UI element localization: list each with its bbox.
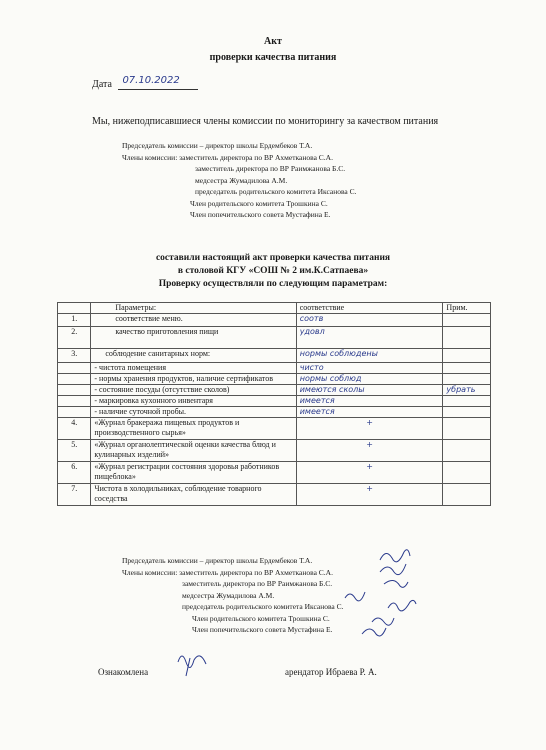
table-row: 5. «Журнал органолептической оценки качества блюд и кулинарных изделий» + bbox=[58, 440, 491, 462]
handwritten-value: удовл bbox=[299, 327, 325, 336]
signature-mark bbox=[388, 600, 416, 611]
member-line: Член родительского комитета Трошкина С. bbox=[192, 613, 330, 623]
signature-mark bbox=[372, 618, 394, 625]
handwritten-value: нормы соблюд bbox=[299, 374, 362, 383]
compose-line-1: составили настоящий акт проверки качества питания bbox=[155, 253, 391, 263]
tenant-label: арендатор Ибраева Р. А. bbox=[285, 667, 377, 677]
signature-mark bbox=[380, 550, 410, 562]
date-value: 07.10.2022 bbox=[122, 75, 180, 86]
date-label: Дата bbox=[92, 79, 112, 90]
table-row: - нормы хранения продуктов, наличие сертификатов нормы соблюд bbox=[58, 374, 491, 385]
member-line: Председатель комиссии – директор школы Ердембеков Т.А. bbox=[122, 141, 313, 150]
table-row: 4. «Журнал бракеража пищевых продуктов и производственного сырья» + bbox=[58, 418, 491, 440]
header-parameters: Параметры: bbox=[91, 303, 296, 314]
header-compliance: соответствие bbox=[296, 303, 443, 314]
table-row: 6. «Журнал регистрации состояния здоровья работников пищеблока» + bbox=[58, 462, 491, 484]
handwritten-value: соотв bbox=[299, 314, 324, 323]
handwritten-value: + bbox=[366, 484, 373, 493]
table-row: - состояние посуды (отсутствие сколов) имеются сколы убрать bbox=[58, 385, 491, 396]
member-line: заместитель директора по ВР Раимжанова Б.С. bbox=[182, 579, 333, 588]
compose-line-3: Проверку осуществляли по следующим параметрам: bbox=[158, 279, 388, 289]
signature-mark bbox=[345, 592, 365, 601]
table-row: - чистота помещения чисто bbox=[58, 363, 491, 374]
signature-mark bbox=[362, 628, 386, 636]
document-subtitle: проверки качества питания bbox=[209, 52, 337, 63]
table-row: 3. соблюдение санитарных норм: нормы соблюдены bbox=[58, 349, 491, 363]
document-title: Акт bbox=[264, 36, 282, 47]
member-line: председатель родительского комитета Иксанова С. bbox=[195, 187, 357, 196]
member-line: медсестра Жумадилова А.М. bbox=[195, 175, 288, 185]
handwritten-note: убрать bbox=[446, 385, 476, 394]
signature-mark bbox=[384, 580, 408, 587]
intro-text: Мы, нижеподписавшиеся члены комиссии по мониторингу за качеством питания bbox=[92, 116, 439, 127]
handwritten-value: + bbox=[366, 418, 373, 427]
handwritten-value: имеется bbox=[299, 396, 335, 405]
handwritten-value: имеются сколы bbox=[299, 385, 365, 394]
handwritten-value: + bbox=[366, 440, 373, 449]
table-row: - маркировка кухонного инвентаря имеется bbox=[58, 396, 491, 407]
member-line: медсестра Жумадилова А.М. bbox=[182, 590, 275, 600]
table-row: 7. Чистота в холодильниках, соблюдение товарного соседства + bbox=[58, 484, 491, 506]
handwritten-value: нормы соблюдены bbox=[299, 349, 378, 358]
signature-mark bbox=[178, 656, 206, 676]
handwritten-value: имеется bbox=[299, 407, 335, 416]
table-row: - наличие суточной пробы. имеется bbox=[58, 407, 491, 418]
member-line: Член родительского комитета Трошкина С. bbox=[190, 198, 328, 208]
member-line: Члены комиссии: заместитель директора по ВР Ахметканова С.А. bbox=[122, 567, 333, 577]
member-line: Члены комиссии: заместитель директора по ВР Ахметканова С.А. bbox=[122, 152, 333, 162]
compose-line-2: в столовой КГУ «СОШ № 2 им.К.Сатпаева» bbox=[177, 266, 369, 276]
signature-mark bbox=[380, 564, 406, 575]
table-row: 2. качество приготовления пищи удовл bbox=[58, 327, 491, 349]
member-line: заместитель директора по ВР Раимжанова Б.С. bbox=[195, 164, 346, 173]
member-line: Председатель комиссии – директор школы Ердембеков Т.А. bbox=[122, 556, 313, 565]
handwritten-value: чисто bbox=[299, 363, 324, 372]
table-row: 1. соответствие меню. соотв bbox=[58, 314, 491, 327]
acknowledged-label: Ознакомлена bbox=[98, 667, 149, 677]
member-line: Член попечительского совета Мустафина Е. bbox=[190, 210, 331, 219]
handwritten-value: + bbox=[366, 462, 373, 471]
member-line: председатель родительского комитета Иксанова С. bbox=[182, 602, 344, 611]
header-note: Прим. bbox=[443, 303, 491, 314]
member-line: Член попечительского совета Мустафина Е. bbox=[192, 625, 333, 634]
